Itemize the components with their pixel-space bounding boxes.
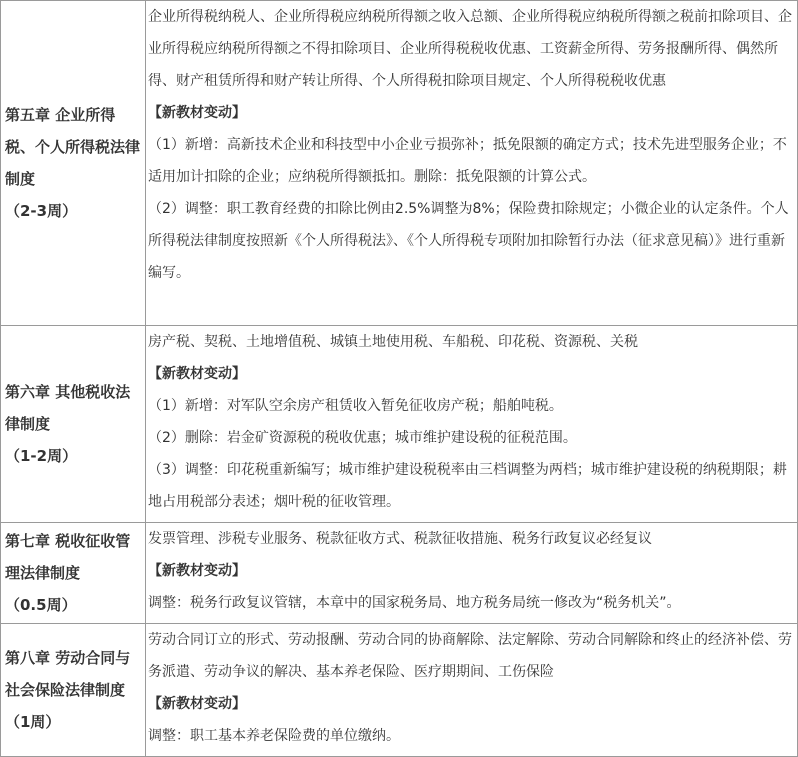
table-row — [1, 624, 798, 757]
chapter-cell — [1, 1, 146, 326]
chapter-weeks: （1周） — [5, 713, 61, 731]
table-row — [1, 1, 798, 326]
content-cell — [146, 326, 798, 523]
chapter-title: 第五章 企业所得税、个人所得税法律制度 — [5, 106, 141, 188]
chapter-cell — [1, 624, 146, 757]
change-item: （2）删除：岩金矿资源税的税收优惠；城市维护建设税的征税范围。 — [148, 430, 577, 446]
change-item: （1）新增：对军队空余房产租赁收入暂免征收房产税；船舶吨税。 — [148, 398, 563, 414]
table-row — [1, 326, 798, 523]
chapter-title: 第八章 劳动合同与社会保险法律制度 — [5, 649, 131, 699]
chapter-weeks: （0.5周） — [5, 596, 77, 614]
change-heading: 【新教材变动】 — [148, 105, 246, 121]
chapter-cell — [1, 523, 146, 624]
change-item: （3）调整：印花税重新编写；城市维护建设税税率由三档调整为两档；城市维护建设税的纳税期限；耕地占用税部分表述；烟叶税的征收管理。 — [148, 462, 787, 510]
change-item: （1）新增：高新技术企业和科技型中小企业亏损弥补；抵免限额的确定方式；技术先进型服务企业；不适用加计扣除的企业；应纳税所得额抵扣。删除：抵免限额的计算公式。 — [148, 137, 787, 185]
topic-summary: 劳动合同订立的形式、劳动报酬、劳动合同的协商解除、法定解除、劳动合同解除和终止的经济补偿、劳务派遣、劳动争议的解决、基本养老保险、医疗期期间、工伤保险 — [148, 632, 792, 680]
change-heading: 【新教材变动】 — [148, 563, 246, 579]
change-item: 调整：职工基本养老保险费的单位缴纳。 — [148, 728, 400, 744]
change-heading: 【新教材变动】 — [148, 366, 246, 382]
content-cell — [146, 523, 798, 624]
chapter-cell — [1, 326, 146, 523]
chapter-title: 第七章 税收征收管理法律制度 — [5, 532, 131, 582]
topic-summary: 发票管理、涉税专业服务、税款征收方式、税款征收措施、税务行政复议必经复议 — [148, 531, 652, 547]
chapter-weeks: （1-2周） — [5, 447, 78, 465]
change-item: 调整：税务行政复议管辖，本章中的国家税务局、地方税务局统一修改为“税务机关”。 — [148, 595, 681, 611]
table-row — [1, 523, 798, 624]
chapter-weeks: （2-3周） — [5, 202, 78, 220]
content-cell — [146, 624, 798, 757]
topic-summary: 房产税、契税、土地增值税、城镇土地使用税、车船税、印花税、资源税、关税 — [148, 334, 638, 350]
topic-summary: 企业所得税纳税人、企业所得税应纳税所得额之收入总额、企业所得税应纳税所得额之税前扣除项目、企业所得税应纳税所得额之不得扣除项目、企业所得税税收优惠、工资薪金所得、劳务报酬所得、偶然所得、财产租赁所得和财产转让所得、个人所得税扣除项目规定、个人所得税税收优惠 — [148, 9, 792, 89]
content-cell — [146, 1, 798, 326]
change-item: （2）调整：职工教育经费的扣除比例由2.5%调整为8%；保险费扣除规定；小微企业的认定条件。个人所得税法律制度按照新《个人所得税法》、《个人所得税专项附加扣除暂行办法（征求意见稿）》进行重新编写。 — [148, 201, 789, 281]
change-heading: 【新教材变动】 — [148, 696, 246, 712]
chapter-title: 第六章 其他税收法律制度 — [5, 383, 131, 433]
